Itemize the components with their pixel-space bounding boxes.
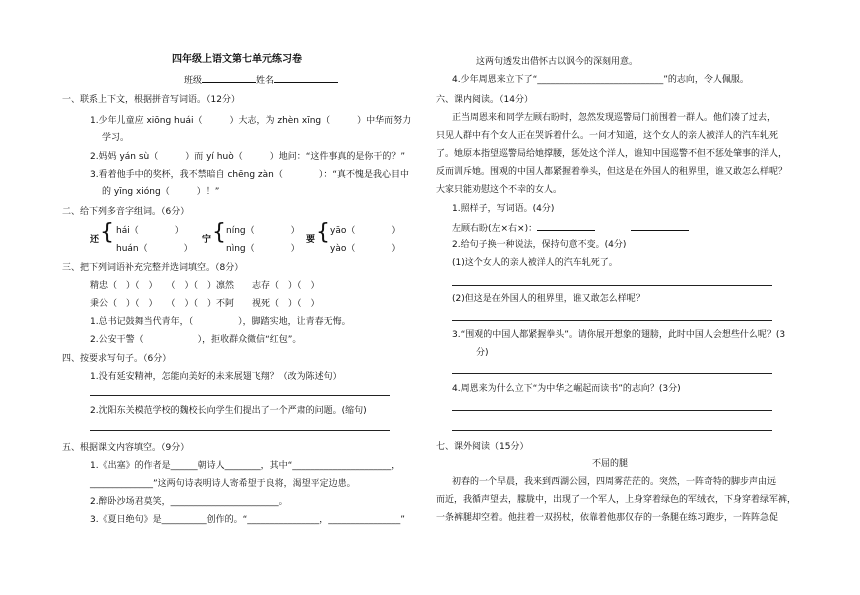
answer-line[interactable] [452,320,772,321]
s5-q2: 2.醉卧沙场君莫笑，________________________。 [90,497,288,507]
brace-icon: { [100,220,114,245]
polyphone-1-reading-1: hái（ ） [116,226,184,236]
s3-row-2: 秉公（ ）（ ） （ ）（ ）不阿 视死（ ）（ ） [90,299,320,309]
polyphone-3-reading-2: yào（ ） [330,244,401,254]
answer-line[interactable] [452,410,772,411]
s1-q1-line2: 学习。 [102,133,130,143]
brace-icon: { [212,220,226,245]
name-label: 姓名 [256,76,275,86]
continuation-line: 这两句透发出借怀古以讽今的深刻用意。 [476,57,639,67]
s4-q2: 2.沈阳东关模范学校的魏校长向学生们提出了一个严肃的问题。(缩句) [90,406,367,416]
essay-line: 而近，我循声望去，朦胧中，出现了一个军人，上身穿着绿色的军绒衣，下身穿着绿军裤， [436,495,797,505]
answer-line[interactable] [452,285,772,286]
reading-q1-example [452,221,689,235]
answer-line[interactable] [452,430,772,431]
s4-q1: 1.没有延安精神，怎能向美好的未来展翅飞翔？（改为陈述句） [90,372,342,382]
answer-line[interactable] [452,373,772,374]
passage-line: 正当周恩来和同学左顾右盼时，忽然发现巡警局门前围着一群人。他们凑了过去， [452,113,777,123]
class-name-line [184,73,338,87]
page-title: 四年级上语文第七单元练习卷 [172,54,302,65]
polyphone-3-reading-1: yāo（ ） [330,226,401,236]
name-blank[interactable] [274,73,338,83]
s3-q1: 1.总书记鼓舞当代青年，（ ），脚踏实地，让青春无悔。 [90,317,351,327]
brace-icon: { [316,220,330,245]
answer-blank[interactable] [631,221,689,231]
s1-q2: 2.妈妈 yán sù（ ）而 yí huò（ ）地问：“这件事真的是你干的？” [90,152,406,162]
reading-q3-line1: 3.“围观的中国人都紧握拳头”。请你展开想象的翅膀，此时中国人会想些什么呢？(3 [452,330,786,340]
s5-q3: 3.《夏日绝句》是__________创作的。“________________，________________” [90,515,405,525]
passage-line: 了。她原本指望巡警局给她撑腰，惩处这个洋人，谁知中国巡警不但不惩处肇事的洋人， [436,149,788,159]
essay-line: 初春的一个早晨，我来到西湖公园，四周雾茫茫的。突然，一阵奇特的脚步声由远 [452,477,777,487]
reading-q3-line2: 分) [476,348,489,358]
reading-q1: 1.照样子，写词语。(4分) [452,204,555,214]
essay-line: 一条裤腿却空着。他拄着一双拐杖，依靠着他那仅存的一条腿在练习跑步，一阵阵急促 [436,513,779,523]
s5-q1-line1: 1.《出塞》的作者是______朝诗人________，其中“______________________， [90,461,401,471]
polyphone-char-3: 要 [306,235,316,245]
s3-q2: 2.公安干警（ ），拒收群众微信“红包”。 [90,335,302,345]
reading-q2-part1: (1)这个女人的亲人被洋人的汽车轧死了。 [452,258,618,268]
section-4-heading: 四、按要求写句子。（6分） [62,354,172,364]
reading-q1-example-text: 左顾右盼(左×右×)： [452,224,538,234]
passage-line: 反而训斥她。围观的中国人都紧握着拳头，但这是在外国人的租界里，谁又敢怎么样呢？ [436,167,788,177]
polyphone-char-1: 还 [90,235,100,245]
s3-row-1: 精忠（ ）（ ） （ ）（ ）凛然 志存（ ）（ ） [90,281,320,291]
answer-line[interactable] [90,430,390,431]
reading-q2: 2.给句子换一种说法，保持句意不变。(4分) [452,240,627,250]
s1-q3-line2: 的 yīng xióng（ ）！” [102,187,220,197]
s5-q4: 4.少年周恩来立下了“____________________________”的志向，令人佩服。 [452,75,749,85]
section-7-heading: 七、课外阅读（15分） [436,442,529,452]
answer-line[interactable] [90,395,390,396]
s5-q1-line2: ______________”这两句诗表明诗人寄希望于良将，渴望平定边患。 [90,479,356,489]
section-6-heading: 六、课内阅读。（14分） [436,95,533,105]
class-label: 班级 [184,76,203,86]
section-3-heading: 三、把下列词语补充完整并选词填空。（8分） [62,263,244,273]
answer-blank[interactable] [537,221,595,231]
passage-line: 大家只能劝慰这个不幸的女人。 [436,185,563,195]
essay-title: 不屈的腿 [592,459,629,469]
s1-q3-line1: 3.看着他手中的奖杯，我不禁暗自 chēng zàn（ ）：“真不愧是我心目中 [90,170,410,180]
passage-line: 只见人群中有个女人正在哭诉着什么。一问才知道，这个女人的亲人被洋人的汽车轧死 [436,131,779,141]
polyphone-2-reading-2: nìng（ ） [226,244,300,254]
section-5-heading: 五、根据课文内容填空。（9分） [62,443,190,453]
section-1-heading: 一、联系上下文，根据拼音写词语。（12分） [62,95,240,105]
polyphone-1-reading-2: huán（ ） [116,244,193,254]
s1-q1-line1: 1.少年儿童应 xiōng huái（ ）大志，为 zhèn xīng（ ）中华而努力 [90,116,412,126]
section-2-heading: 二、给下列多音字组词。（6分） [62,207,190,217]
reading-q4: 4.周恩来为什么立下“为中华之崛起而读书”的志向？(3分) [452,384,681,394]
reading-q2-part2: (2)但这是在外国人的租界里，谁又敢怎么样呢？ [452,294,645,304]
class-blank[interactable] [202,73,256,83]
polyphone-2-reading-1: níng（ ） [226,226,300,236]
polyphone-char-2: 宁 [202,235,212,245]
